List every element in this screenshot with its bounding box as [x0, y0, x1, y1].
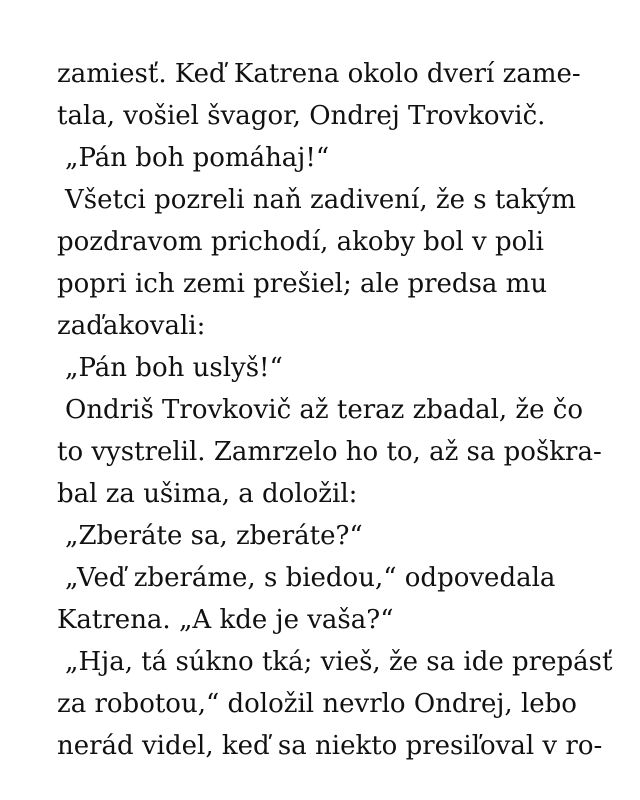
- text-line: nerád videl, keď sa niekto presiľoval v ro-: [57, 731, 603, 761]
- text-line: „Pán boh pomáhaj!“: [65, 143, 330, 173]
- text-line: bal za ušima, a doložil:: [57, 479, 358, 509]
- text-line: za robotou,“ doložil nevrlo Ondrej, lebo: [57, 689, 577, 719]
- text-line: Všetci pozreli naň zadivení, že s takým: [65, 185, 576, 215]
- text-line: pozdravom prichodí, akoby bol v poli: [57, 227, 544, 257]
- text-line: zamiesť. Keď Katrena okolo dverí zame-: [57, 59, 581, 89]
- text-line: „Veď zberáme, s biedou,“ odpovedala: [65, 563, 556, 593]
- text-line: popri ich zemi prešiel; ale predsa mu: [57, 269, 548, 299]
- text-line: Katrena. „A kde je vaša?“: [57, 605, 394, 635]
- text-line: tala, vošiel švagor, Ondrej Trovkovič.: [57, 101, 546, 131]
- text-line: zaďakovali:: [57, 311, 206, 341]
- text-line: „Zberáte sa, zberáte?“: [65, 521, 363, 551]
- text-line: „Pán boh uslyš!“: [65, 353, 283, 383]
- text-line: Ondriš Trovkovič až teraz zbadal, že čo: [65, 395, 583, 425]
- text-line: „Hja, tá súkno tká; vieš, že sa ide prepásť: [65, 647, 613, 677]
- text-line: to vystrelil. Zamrzelo ho to, až sa poškra-: [57, 437, 602, 467]
- body-text: [57, 53, 617, 767]
